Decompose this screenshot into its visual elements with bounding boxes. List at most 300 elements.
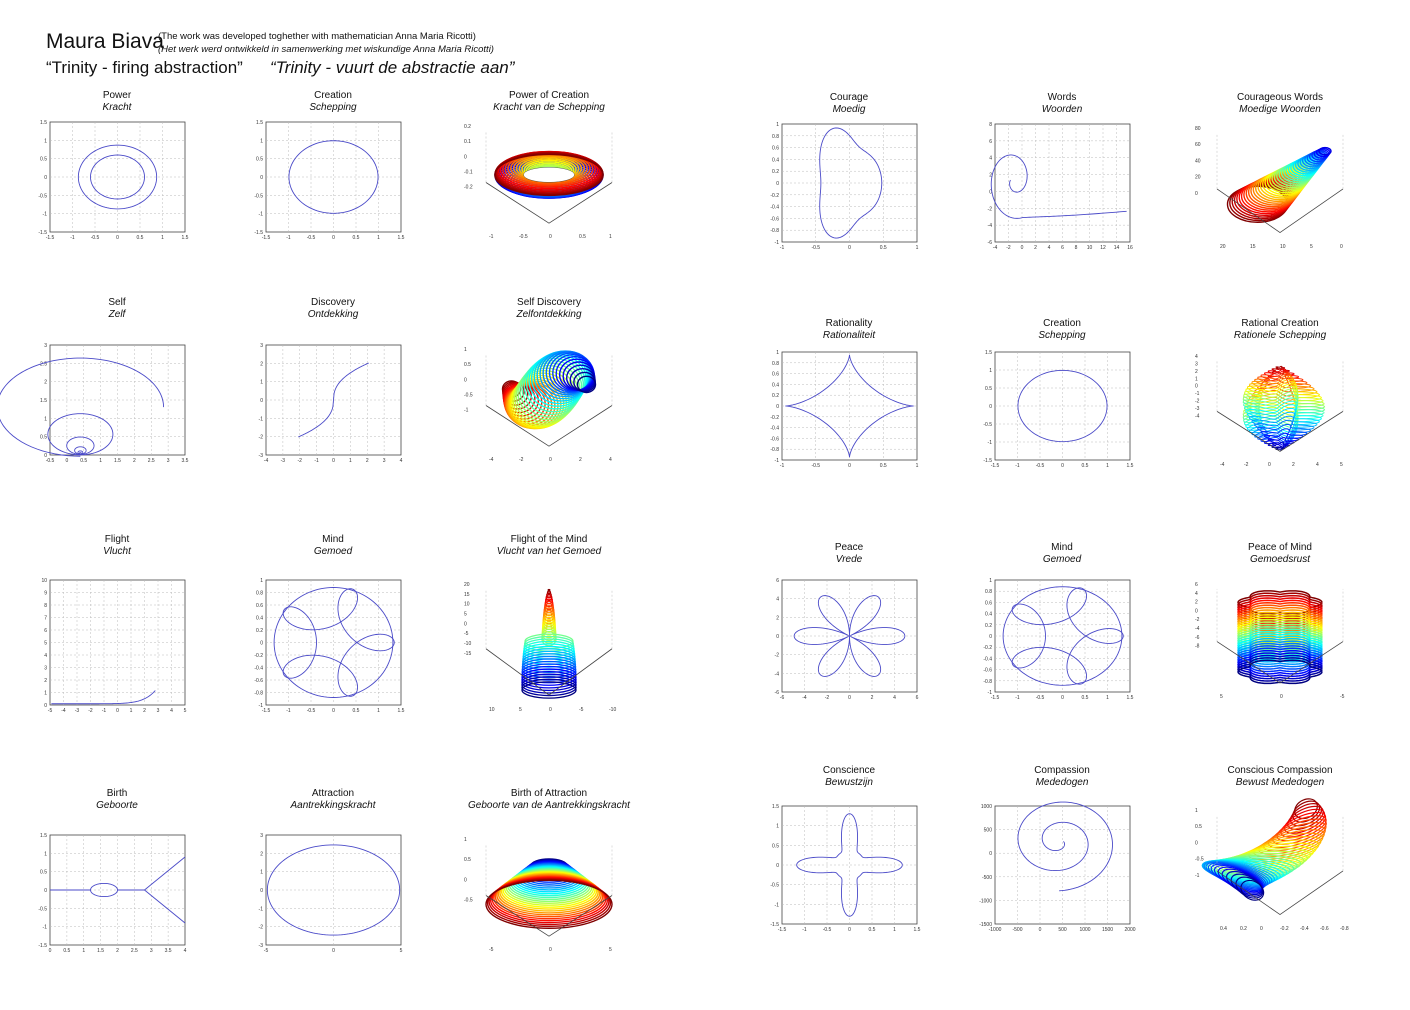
tick-label-x: 0: [847, 463, 851, 469]
tick-label-y: 1.5: [39, 833, 47, 839]
surface-mesh: [1228, 148, 1332, 223]
tick-label-y: -15: [464, 650, 472, 657]
work-title-en: “Trinity - firing abstraction”: [46, 58, 243, 77]
tick-label-y: 0.5: [1195, 824, 1202, 831]
tick-label-x: -0.5: [306, 235, 315, 241]
tick-label-x: 0.5: [352, 235, 359, 241]
surface-mesh: [1238, 591, 1322, 684]
tick-label-y: 2: [43, 678, 47, 684]
tick-label-y: 500: [983, 827, 992, 834]
tick-label-y: 0: [1195, 608, 1198, 615]
panel-label: [0, 788, 237, 811]
tick-label-y: -6: [987, 240, 992, 246]
panel-title-en: Attraction: [311, 788, 355, 799]
tick-label-x: 0.5: [879, 463, 887, 469]
tick-label-y: 15: [464, 591, 470, 598]
panel-label: [942, 318, 1182, 341]
panel-title-nl: Vrede: [835, 554, 863, 565]
tick-label-x: -0.5: [1035, 695, 1044, 701]
tick-label-x: -1: [285, 235, 291, 241]
tick-label-y: 1: [259, 869, 263, 876]
tick-label-y: 1: [43, 851, 47, 858]
tick-label-x: 4: [1316, 462, 1319, 468]
tick-label-y: 2: [988, 172, 992, 179]
tick-label-x: 2.5: [147, 458, 155, 464]
tick-label-x: 5: [1340, 462, 1343, 468]
tick-label-x: 1: [892, 927, 896, 933]
tick-label-x: -4: [489, 457, 494, 463]
tick-label-x: -1.5: [990, 695, 999, 701]
panel-label: [213, 90, 453, 113]
tick-label-y: -4: [774, 671, 779, 678]
tick-label-y: 60: [1195, 142, 1201, 149]
tick-label-y: 6: [43, 628, 47, 634]
tick-label-x: 0.5: [62, 948, 70, 954]
tick-label-y: -0.6: [982, 667, 992, 674]
tick-label-y: -1: [987, 690, 992, 696]
tick-label-y: 2: [775, 615, 779, 622]
tick-label-y: 3: [259, 833, 263, 839]
tick-label-x: 1: [81, 948, 85, 954]
tick-label-x: -1.5: [990, 463, 999, 469]
panel-title-en: Flight: [104, 534, 130, 545]
tick-label-y: -0.2: [982, 645, 992, 652]
tick-label-y: -0.6: [769, 436, 779, 443]
tick-label-x: 0: [1060, 463, 1064, 469]
tick-label-x: 4: [892, 695, 896, 701]
panel-title-en: Flight of the Mind: [510, 534, 588, 545]
tick-label-y: -3: [258, 453, 263, 459]
tick-label-y: 0: [464, 377, 467, 384]
tick-label-x: 0: [331, 235, 335, 241]
tick-label-x: 3.5: [181, 458, 188, 464]
tick-label-x: 2: [870, 695, 873, 701]
collaboration-note-en: (The work was developed toghether with mathematician Anna Maria Ricotti): [158, 31, 476, 42]
tick-label-x: 1: [1105, 463, 1109, 469]
panel-title-nl: Aantrekkingskracht: [290, 800, 376, 811]
tick-label-x: 1: [98, 458, 102, 464]
tick-label-x: -1: [101, 708, 106, 714]
tick-label-x: 0: [48, 948, 51, 954]
tick-label-y: -0.8: [769, 228, 779, 235]
tick-label-x: -1.5: [777, 927, 786, 933]
tick-label-y: 4: [988, 155, 992, 162]
tick-label-x: 16: [1126, 245, 1133, 251]
tick-label-y: 0.5: [255, 156, 263, 163]
tick-label-x: 0: [331, 948, 335, 954]
tick-label-y: -6: [1195, 634, 1200, 641]
tick-label-y: 1: [43, 690, 47, 697]
tick-label-x: -1: [779, 245, 784, 251]
tick-label-x: -4: [801, 695, 807, 701]
plot-curve: [0, 358, 163, 456]
tick-label-x: 1.5: [1126, 463, 1133, 469]
tick-label-y: 1: [464, 347, 467, 353]
tick-label-y: -1: [1195, 872, 1200, 879]
panel-title-en: Mind: [322, 534, 344, 545]
tick-label-y: -8: [1195, 643, 1200, 650]
tick-label-y: -1000: [978, 898, 992, 905]
tick-label-y: -5: [464, 631, 469, 638]
tick-label-x: 0: [1280, 694, 1283, 700]
tick-label-x: 5: [183, 708, 186, 714]
tick-label-y: -0.8: [253, 690, 263, 697]
tick-label-x: -2: [87, 708, 93, 714]
tick-label-x: 0: [549, 707, 552, 713]
tick-label-x: -2: [1005, 245, 1011, 251]
tick-label-y: 0: [988, 851, 992, 858]
tick-label-x: -2: [824, 695, 829, 701]
tick-label-y: 1: [259, 379, 263, 386]
tick-label-x: 0: [847, 927, 851, 933]
panel-title-en: Self: [108, 297, 126, 308]
plot-figure: [253, 120, 404, 241]
panel-title-en: Rational Creation: [1241, 318, 1319, 329]
tick-label-y: 20: [464, 582, 470, 588]
panel-label: [1160, 92, 1400, 115]
tick-label-x: 0: [64, 458, 68, 464]
tick-label-x: 0: [847, 695, 851, 701]
tick-label-x: 0: [331, 708, 335, 714]
tick-label-x: -4: [1220, 462, 1225, 468]
tick-label-x: 0: [115, 235, 119, 241]
tick-label-y: 0.1: [464, 139, 471, 146]
tick-label-y: -2: [258, 434, 263, 441]
tick-label-y: -0.8: [769, 447, 779, 454]
panel-title-en: Compassion: [1034, 765, 1090, 776]
tick-label-y: 0: [259, 640, 263, 647]
tick-label-x: -2: [519, 457, 524, 463]
plot-figure: [464, 580, 624, 713]
panel-label: [942, 542, 1182, 565]
plot-figure: [1195, 580, 1355, 700]
plot-figure: [987, 122, 1133, 251]
tick-label-y: 0.2: [771, 169, 779, 176]
tick-label-y: -0.4: [769, 204, 779, 211]
panel-title-nl: Schepping: [1038, 330, 1086, 341]
tick-label-x: 5: [609, 947, 612, 953]
tick-label-x: 1: [376, 708, 380, 714]
tick-label-y: 0: [43, 888, 47, 894]
surface-mesh: [1201, 795, 1329, 904]
tick-label-x: -500: [1011, 927, 1023, 933]
tick-label-x: 0: [1260, 926, 1263, 932]
tick-label-y: -0.8: [982, 678, 992, 685]
tick-label-x: 2: [1292, 462, 1295, 468]
tick-label-y: 0.5: [39, 434, 47, 441]
tick-label-y: 0.4: [771, 157, 779, 164]
tick-label-x: 0: [847, 245, 851, 251]
tick-label-y: -1: [774, 458, 779, 464]
tick-label-x: 1.5: [397, 708, 404, 714]
tick-label-x: 3: [382, 458, 386, 464]
plot-curve: [66, 437, 93, 454]
panel-title-nl: Zelfontdekking: [516, 309, 582, 320]
tick-label-y: 0.4: [255, 615, 263, 622]
tick-label-y: 3: [259, 343, 263, 349]
panel-title-en: Creation: [1043, 318, 1081, 329]
tick-label-y: -0.4: [982, 656, 992, 663]
tick-label-y: -0.2: [769, 192, 779, 199]
tick-label-y: -0.5: [37, 193, 47, 200]
tick-label-y: -1: [42, 924, 47, 931]
tick-label-x: 5: [519, 707, 522, 713]
tick-label-y: 20: [1195, 174, 1201, 181]
tick-label-y: 4: [1195, 590, 1198, 597]
tick-label-x: 1.5: [1126, 695, 1133, 701]
tick-label-y: 0: [1195, 383, 1198, 390]
tick-label-x: 1.5: [96, 948, 104, 954]
plot-figure: [769, 350, 918, 469]
tick-label-y: 0.8: [771, 133, 779, 140]
tick-label-y: 0: [988, 634, 992, 640]
panel-label: [0, 297, 237, 320]
panel-title-nl: Geboorte van de Aantrekkingskracht: [468, 800, 630, 811]
tick-label-y: -4: [987, 223, 992, 230]
surface-mesh: [522, 590, 576, 699]
panel-title-nl: Vlucht: [103, 546, 131, 557]
tick-label-y: -10: [464, 640, 472, 647]
tick-label-x: 6: [915, 695, 918, 701]
tick-label-y: 0.6: [255, 603, 263, 609]
tick-label-y: 1: [464, 837, 467, 843]
panel-title-en: Words: [1047, 92, 1077, 103]
tick-label-y: 3: [43, 665, 47, 672]
tick-label-y: -0.6: [769, 216, 779, 223]
tick-label-y: 1: [988, 368, 992, 374]
tick-label-x: 1: [348, 458, 352, 464]
tick-label-y: 1: [775, 823, 779, 830]
tick-label-y: -1: [1195, 391, 1200, 398]
panel-label: [213, 788, 453, 811]
plot-figure: [464, 835, 624, 953]
tick-label-x: -6: [779, 695, 784, 701]
panel-title-en: Conscious Compassion: [1227, 765, 1333, 776]
tick-label-y: -0.5: [253, 193, 263, 200]
tick-label-x: -4: [992, 245, 997, 251]
tick-label-y: 0: [43, 453, 47, 459]
tick-label-y: 2.5: [39, 361, 47, 368]
tick-label-y: 10: [464, 601, 470, 608]
tick-label-x: -2: [297, 458, 302, 464]
work-title-nl: “Trinity - vuurt de abstractie aan”: [270, 58, 515, 77]
tick-label-x: 4: [169, 708, 173, 714]
tick-label-x: 2.5: [130, 948, 138, 954]
tick-label-x: 4: [609, 457, 612, 463]
plot-curve: [47, 414, 112, 455]
panel-title-en: Conscience: [822, 765, 876, 776]
tick-label-y: -0.1: [464, 169, 473, 176]
tick-label-x: 1500: [1101, 927, 1113, 933]
panel-title-nl: Rationaliteit: [822, 330, 876, 341]
tick-label-y: -1500: [978, 922, 992, 928]
plot-figure: [769, 804, 920, 933]
tick-label-x: 0: [549, 457, 552, 463]
tick-label-y: 0: [464, 877, 467, 884]
tick-label-y: 0: [1195, 190, 1198, 197]
tick-label-y: 1: [988, 578, 992, 584]
panel-title-nl: Mededogen: [1035, 777, 1089, 788]
panel-title-nl: Moedige Woorden: [1239, 104, 1321, 115]
tick-label-x: -5: [489, 947, 494, 953]
tick-label-y: 1.5: [39, 120, 47, 126]
tick-label-x: 0.2: [1240, 926, 1247, 932]
tick-label-y: 0: [43, 703, 47, 709]
tick-label-y: 0.8: [255, 590, 263, 597]
tick-label-y: -500: [981, 874, 992, 881]
tick-label-y: -1: [258, 906, 263, 913]
panel-title-en: Creation: [314, 90, 352, 101]
tick-label-x: 6: [1060, 245, 1064, 251]
tick-label-y: 6: [988, 138, 992, 145]
panel-label: [213, 534, 453, 557]
tick-label-x: 0: [115, 708, 119, 714]
panel-title-nl: Ontdekking: [307, 309, 359, 320]
tick-label-y: 0: [464, 621, 467, 628]
tick-label-y: -0.5: [1195, 856, 1204, 863]
tick-label-y: 0: [43, 175, 47, 181]
tick-label-x: 1: [609, 234, 612, 240]
tick-label-y: -1.5: [37, 230, 47, 236]
plot-curve: [1017, 802, 1112, 891]
tick-label-x: 4: [1047, 245, 1050, 251]
tick-label-y: -0.5: [769, 882, 779, 889]
tick-label-x: -5: [579, 707, 584, 713]
tick-label-y: -1: [987, 440, 992, 446]
tick-label-y: -1: [774, 240, 779, 246]
tick-label-x: -0.5: [90, 235, 99, 241]
panel-title-nl: Kracht: [102, 102, 132, 113]
panel-label: [0, 534, 237, 557]
tick-label-y: 0: [775, 863, 779, 869]
tick-label-y: -1.5: [982, 458, 992, 464]
tick-label-x: 10: [1086, 245, 1092, 251]
tick-label-y: 0.8: [984, 589, 992, 596]
tick-label-x: 12: [1099, 245, 1106, 251]
plot-figure: [464, 122, 624, 240]
panel-label: [942, 92, 1182, 115]
tick-label-x: 1000: [1078, 927, 1091, 933]
tick-label-y: 0.4: [771, 382, 779, 389]
tick-label-x: 500: [1057, 927, 1067, 933]
tick-label-x: -1: [285, 708, 291, 714]
plot-figure: [1195, 806, 1355, 932]
panel-title-en: Power of Creation: [508, 90, 590, 101]
tick-label-x: 4: [183, 948, 186, 954]
surface-mesh: [1243, 365, 1325, 451]
tick-label-y: 0.5: [464, 362, 471, 369]
tick-label-x: 0.5: [136, 235, 143, 241]
tick-label-y: 0.5: [984, 386, 992, 392]
tick-label-x: 1: [376, 235, 380, 241]
tick-label-y: 1000: [980, 804, 992, 810]
tick-label-y: 0: [259, 888, 263, 894]
panel-title-nl: Vlucht van het Gemoed: [496, 546, 602, 557]
panel-title-en: Birth of Attraction: [510, 788, 588, 799]
tick-label-x: 2: [365, 458, 369, 464]
panel-label: [1160, 765, 1400, 788]
tick-label-y: 8: [43, 603, 47, 609]
tick-label-y: 0.8: [771, 360, 779, 367]
panel-title-en: Birth: [106, 788, 128, 799]
tick-label-x: 4: [399, 458, 402, 464]
tick-label-x: 0.5: [879, 245, 887, 251]
tick-label-x: -1: [779, 463, 784, 469]
panel-title-nl: Gemoed: [313, 546, 353, 557]
panel-title-en: Self Discovery: [517, 297, 581, 308]
tick-label-x: -5: [1340, 694, 1345, 700]
tick-label-x: -0.5: [45, 458, 54, 464]
tick-label-x: 1: [160, 235, 164, 241]
panel-title-nl: Gemoed: [1042, 554, 1082, 565]
panel-label: [429, 788, 669, 811]
tick-label-y: -1: [258, 703, 263, 709]
tick-label-x: -0.6: [1320, 926, 1329, 932]
plot-curve: [79, 453, 81, 454]
collaboration-note-nl: (Het werk werd ontwikkeld in samenwerking met wiskundige Anna Maria Ricotti): [158, 44, 494, 55]
tick-label-x: -0.5: [306, 708, 315, 714]
tick-label-y: 5: [43, 640, 47, 647]
tick-label-y: -1: [464, 407, 469, 414]
tick-label-x: -1.5: [261, 235, 270, 241]
tick-label-y: 0: [464, 154, 467, 161]
tick-label-x: -1: [801, 927, 807, 933]
tick-label-x: -0.5: [810, 245, 820, 251]
tick-label-y: 0.4: [984, 611, 992, 618]
tick-label-x: 0.5: [868, 927, 875, 933]
panel-title-nl: Schepping: [309, 102, 357, 113]
tick-label-y: -0.5: [464, 392, 473, 399]
tick-label-y: 2: [259, 851, 263, 858]
tick-label-x: 8: [1074, 245, 1077, 251]
tick-label-y: 5: [464, 611, 467, 618]
tick-label-y: 0.5: [39, 869, 47, 876]
tick-label-y: 1: [259, 138, 263, 145]
tick-label-y: -0.4: [253, 665, 263, 672]
surface-mesh: [486, 859, 612, 928]
tick-label-x: -1000: [988, 927, 1001, 933]
tick-label-y: 1: [775, 122, 779, 128]
plot-curve: [988, 155, 1126, 218]
tick-label-x: 2: [1033, 245, 1037, 251]
plot-figure: [774, 578, 918, 701]
tick-label-y: 0.6: [771, 371, 779, 378]
tick-label-x: 15: [1250, 244, 1256, 250]
plot-figure: [464, 345, 624, 463]
tick-label-y: 4: [775, 596, 779, 603]
tick-label-y: -4: [1195, 626, 1200, 632]
tick-label-x: 0.5: [1081, 463, 1088, 469]
tick-label-y: 1: [43, 416, 47, 423]
tick-label-y: 2: [1195, 599, 1198, 606]
tick-label-y: -0.5: [37, 906, 47, 913]
tick-label-y: 3: [43, 343, 47, 349]
tick-label-y: -0.2: [464, 184, 473, 191]
tick-label-y: -0.2: [769, 414, 779, 421]
panel-title-en: Peace of Mind: [1248, 542, 1312, 553]
panel-title-nl: Geboorte: [96, 800, 138, 811]
tick-label-y: 1.5: [771, 804, 779, 810]
tick-label-y: -0.6: [253, 678, 263, 684]
tick-label-y: 0.5: [464, 857, 471, 864]
tick-label-y: -3: [1195, 405, 1200, 412]
tick-label-x: -4: [60, 708, 66, 714]
tick-label-x: 5: [1310, 244, 1313, 250]
tick-label-x: 10: [1280, 244, 1286, 250]
tick-label-y: 2: [43, 379, 47, 386]
tick-label-y: 0.5: [39, 156, 47, 163]
plot-figure: [39, 343, 188, 464]
